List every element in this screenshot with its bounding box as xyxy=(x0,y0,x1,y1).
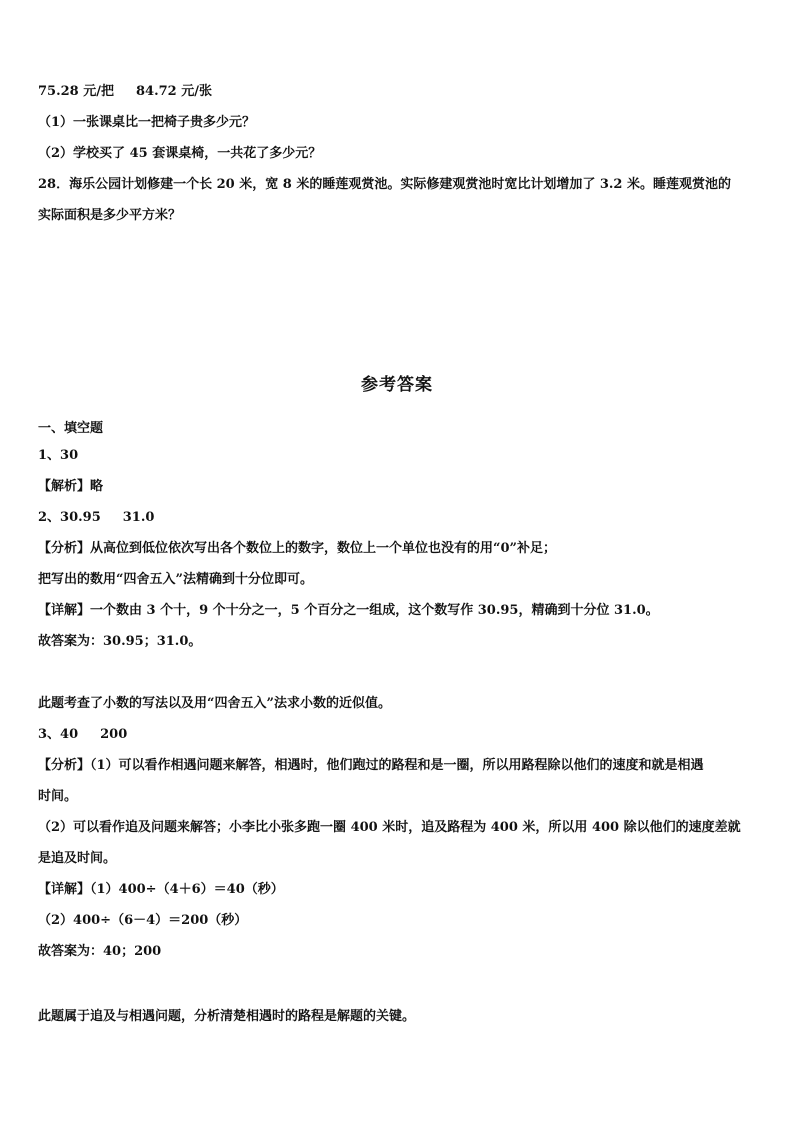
answer-3-final: 故答案为：40；200 xyxy=(38,944,162,959)
answer-3-analysis-1-cont: 时间。 xyxy=(38,789,78,804)
answers-title: 参考答案 xyxy=(361,375,433,395)
answer-1: 1、30 xyxy=(38,448,79,463)
answer-3-analysis-1: 【分析】（1）可以看作相遇问题来解答，相遇时，他们跑过的路程和是一圈，所以用路程除以他们的速度和就是相遇 xyxy=(38,758,704,773)
answer-2-final: 故答案为：30.95；31.0。 xyxy=(38,634,202,649)
answer-3-note: 此题属于追及与相遇问题，分析清楚相遇时的路程是解题的关键。 xyxy=(38,1009,416,1024)
answer-2-value-b: 31.0 xyxy=(122,510,155,525)
answer-2 xyxy=(38,510,154,526)
answer-3-analysis-2-cont: 是追及时间。 xyxy=(38,851,117,866)
answer-2-detail: 【详解】一个数由 3 个十，9 个十分之一，5 个百分之一组成，这个数写作 30.95，精确到十分位 31.0。 xyxy=(38,603,659,618)
answer-3-detail-1: 【详解】（1）400÷（4＋6）＝40（秒） xyxy=(38,882,284,897)
answer-2-note: 此题考查了小数的写法以及用“四舍五入”法求小数的近似值。 xyxy=(38,696,391,711)
answer-3 xyxy=(38,727,127,743)
desk-price: 84.72 元/张 xyxy=(135,84,212,99)
answer-2-analysis-1: 【分析】从高位到低位依次写出各个数位上的数字，数位上一个单位也没有的用“0”补足； xyxy=(38,541,557,556)
answer-2-analysis-2: 把写出的数用“四舍五入”法精确到十分位即可。 xyxy=(38,572,313,587)
answer-3-value-a: 3、40 xyxy=(38,727,79,742)
question-27-1: （1）一张课桌比一把椅子贵多少元？ xyxy=(38,115,256,130)
section-heading: 一、填空题 xyxy=(38,421,104,436)
answer-2-value-a: 2、30.95 xyxy=(38,510,101,525)
answer-3-analysis-2: （2）可以看作追及问题来解答；小李比小张多跑一圈 400 米时，追及路程为 400 米，所以用 400 除以他们的速度差就 xyxy=(38,820,741,835)
question-27-2: （2）学校买了 45 套课桌椅，一共花了多少元？ xyxy=(38,146,322,161)
price-line xyxy=(38,84,212,100)
question-28-line-1: 28．海乐公园计划修建一个长 20 米，宽 8 米的睡莲观赏池。实际修建观赏池时宽比计划增加了 3.2 米。睡莲观赏池的 xyxy=(38,177,731,192)
answer-1-analysis: 【解析】略 xyxy=(38,479,104,494)
answer-3-value-b: 200 xyxy=(100,727,128,742)
question-28-line-2: 实际面积是多少平方米？ xyxy=(38,208,182,223)
chair-price: 75.28 元/把 xyxy=(38,84,114,99)
answer-3-detail-2: （2）400÷（6－4）＝200（秒） xyxy=(38,913,248,928)
